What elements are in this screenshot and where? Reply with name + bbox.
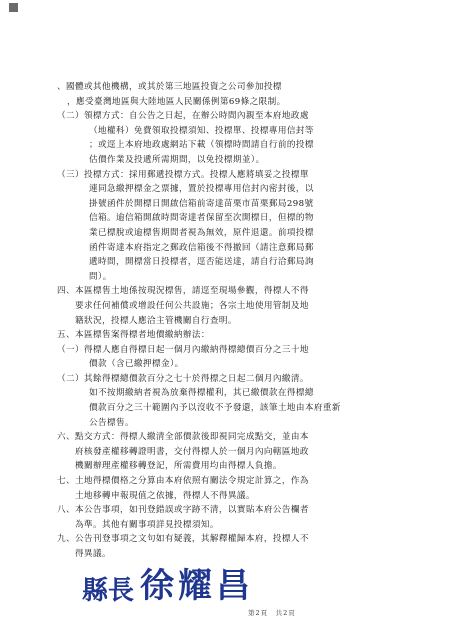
signature-name: 徐耀昌 [140,566,255,606]
text-line: 價款（含已繳押標金）。 [89,359,184,370]
text-line: （一）得標人應自得標日起一個月內繳納得標總價百分之三十地 [57,344,309,355]
text-line: 問）。 [89,271,112,282]
text-line: 為準。其他有關事項詳見投標須知。 [75,519,219,530]
text-line: ，應受臺灣地區與大陸地區人民關係例第69條之限制。 [67,96,286,107]
text-line: 掛號函件於開標日開啟信箱前寄達苗栗市苗栗郵局298號 [89,198,314,209]
text-line: 連同急繳押標金之票據，置於投標專用信封內密封後，以 [89,184,314,195]
page-number: 第2頁 共2頁 [248,609,296,617]
text-line: 機關辦理產權移轉登記，所需費用均由得標人負擔。 [75,461,282,472]
signature-block [82,556,254,606]
text-line: 如不按期繳納者視為放棄得標權利，其已繳價款在得標總 [89,388,314,399]
text-line: 、國體或其他機構，或其於第三地區投資之公司參加投標 [57,82,282,92]
text-line: 五、本區標售案得標者地價繳納辦法： [57,330,210,341]
text-line: 得異議。 [75,549,111,559]
corner-mark [9,3,18,12]
text-line: 府核發產權移轉證明書，交付得標人於一個月內向轄區地政 [75,446,309,457]
text-line: 信箱。逾信箱開啟時間寄達者保留至次開標日，但標的物 [89,213,314,224]
text-line: 價款百分之三十範圍內予以沒收不予發還，該筆土地由本府重新 [89,403,341,414]
text-line: 七、土地得標價格之分算由本府依照有關法令規定計算之，作為 [57,476,309,487]
text-line: 公告標售。 [89,417,134,428]
text-line: 業已標脫或逾標售期間者視為無效，原件退還。前項投標 [89,227,314,238]
signature-title: 縣長 [82,576,135,606]
text-line: （三）投標方式：採用郵遞投標方式。投標人應將填妥之投標單 [57,169,309,180]
text-line: （地權科）免費領取投標須知、投標單、投標專用信封等 [89,125,314,136]
text-line: 六、點交方式：得標人繳清全部價款後即視同完成點交，並由本 [57,432,309,443]
document-body [57,80,419,562]
text-line: 估價作業及投遞所需期間，以免投標期並）。 [89,154,265,165]
text-line: 四、本區標售土地係按現況標售，請逕至現場參觀，得標人不得 [57,286,309,297]
text-line: 遞時間，開標當日投標者，逕否能送達，請自行洽郵局詢 [89,257,314,268]
text-line: （二）領標方式：自公告之日起，在辦公時間內親至本府地政處 [57,111,309,122]
text-line: ；或逕上本府地政處網站下載（領標時間請自行前的投標 [89,140,314,151]
text-line: 土地移轉申報現值之依據，得標人不得異議。 [75,490,255,501]
text-line: 要求任何補償或增設任何公共設施；各宗土地使用管制及地 [75,300,309,311]
text-line: 籍狀況，投標人應洽主管機關自行查明。 [75,315,237,326]
text-line: （二）其餘得標總價款百分之七十於得標之日起二個月內繳清。 [57,373,309,384]
text-line: 九、公告刊登事項之文句如有疑義，其解釋權歸本府，投標人不 [57,534,309,545]
text-line: 函件寄達本府指定之郵政信箱後不得撤回（請注意郵局郵 [89,242,314,253]
text-line: 八、本公告事項，如刊登錯誤或字跡不清，以實貼本府公告欄者 [57,505,309,516]
